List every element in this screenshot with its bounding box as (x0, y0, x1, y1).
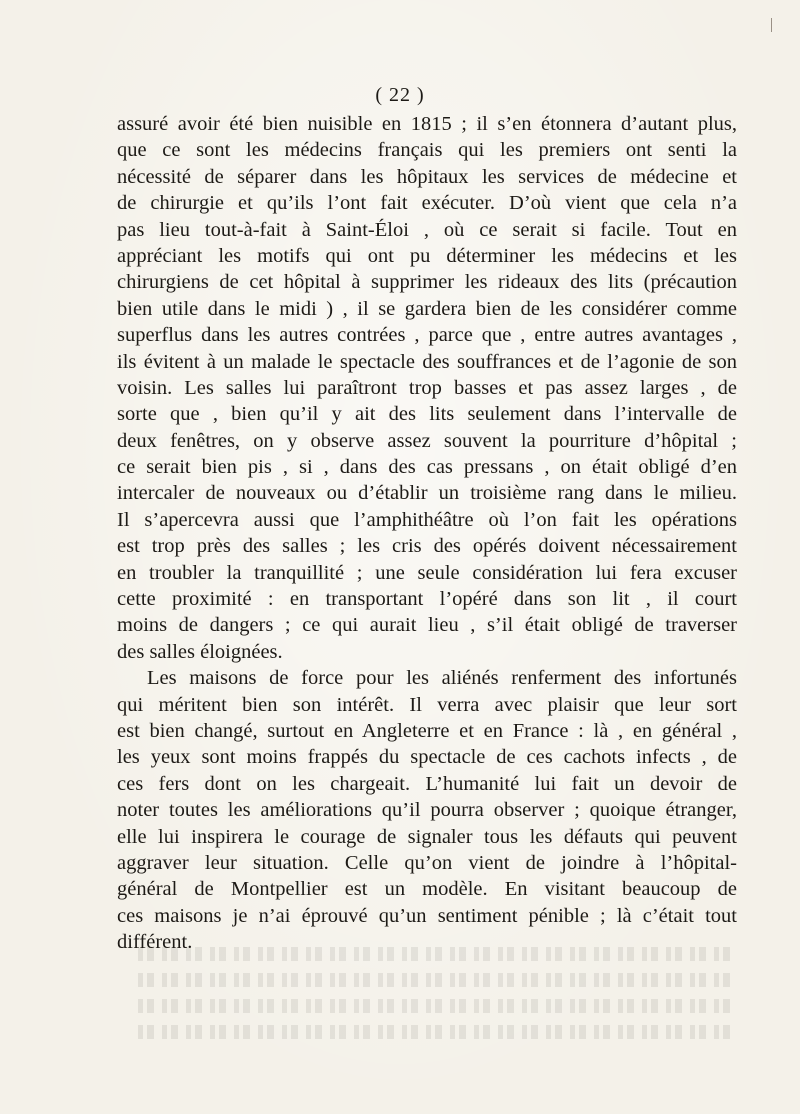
text-line: est trop près des salles ; les cris des opérés doivent nécessairement (117, 535, 737, 558)
page-edge-mark (771, 18, 772, 32)
text-line: des salles éloignées. (117, 640, 283, 663)
text-line: ces maisons je n’ai éprouvé qu’un sentiment pénible ; là c’était tout (117, 904, 737, 927)
text-line: que ce sont les médecins français qui les premiers ont senti la (117, 139, 737, 162)
text-line: moins de dangers ; ce qui aurait lieu , s’il était obligé de traverser (117, 614, 737, 637)
text-line: général de Montpellier est un modèle. En visitant beaucoup de (117, 878, 737, 901)
text-line: Les maisons de force pour les aliénés renferment des infortunés (147, 667, 737, 690)
show-through-text (130, 935, 730, 1045)
text-line: appréciant les motifs qui ont pu déterminer les médecins et les (117, 244, 737, 267)
page-number: ( 22 ) (375, 84, 425, 106)
text-line: sorte que , bien qu’il y ait des lits seulement dans l’intervalle de (117, 403, 737, 426)
text-line: aggraver leur situation. Celle qu’on vient de joindre à l’hôpital- (117, 851, 737, 874)
text-line: ils évitent à un malade le spectacle des souffrances et de l’agonie de son (117, 350, 737, 373)
text-line: pas lieu tout-à-fait à Saint-Éloi , où ce serait si facile. Tout en (117, 218, 737, 241)
text-line: différent. (117, 931, 193, 954)
text-line: cette proximité : en transportant l’opéré dans son lit , il court (117, 588, 737, 611)
text-line: les yeux sont moins frappés du spectacle de ces cachots infects , de (117, 746, 737, 769)
text-line: en troubler la tranquillité ; une seule considération lui fera excuser (117, 561, 737, 584)
text-line: nécessité de séparer dans les hôpitaux les services de médecine et (117, 165, 737, 188)
text-line: ces fers dont on les chargeait. L’humanité lui fait un devoir de (117, 772, 737, 795)
text-line: bien utile dans le midi ) , il se gardera bien de les considérer comme (117, 297, 737, 320)
text-line: ce serait bien pis , si , dans des cas pressans , on était obligé d’en (117, 456, 737, 479)
text-line: noter toutes les améliorations qu’il pourra observer ; quoique étranger, (117, 799, 737, 822)
text-line: elle lui inspirera le courage de signaler tous les défauts qui peuvent (117, 825, 737, 848)
text-line: chirurgiens de cet hôpital à supprimer les rideaux des lits (précaution (117, 271, 737, 294)
text-line: deux fenêtres, on y observe assez souvent la pourriture d’hôpital ; (117, 429, 737, 452)
text-line: voisin. Les salles lui paraîtront trop basses et pas assez larges , de (117, 376, 737, 399)
text-line: de chirurgie et qu’ils l’ont fait exécuter. D’où vient que cela n’a (117, 192, 737, 215)
text-line: qui méritent bien son intérêt. Il verra avec plaisir que leur sort (117, 693, 737, 716)
paragraph-2 (117, 665, 737, 955)
paragraph-1 (117, 111, 737, 665)
text-line: Il s’apercevra aussi que l’amphithéâtre où l’on fait les opérations (117, 508, 737, 531)
text-line: est bien changé, surtout en Angleterre et en France : là , en général , (117, 719, 737, 742)
text-line: superflus dans les autres contrées , parce que , entre autres avantages , (117, 324, 737, 347)
text-line: intercaler de nouveaux ou d’établir un troisième rang dans le milieu. (117, 482, 737, 505)
text-line: assuré avoir été bien nuisible en 1815 ; il s’en étonnera d’autant plus, (117, 113, 737, 135)
body-text (117, 111, 737, 956)
